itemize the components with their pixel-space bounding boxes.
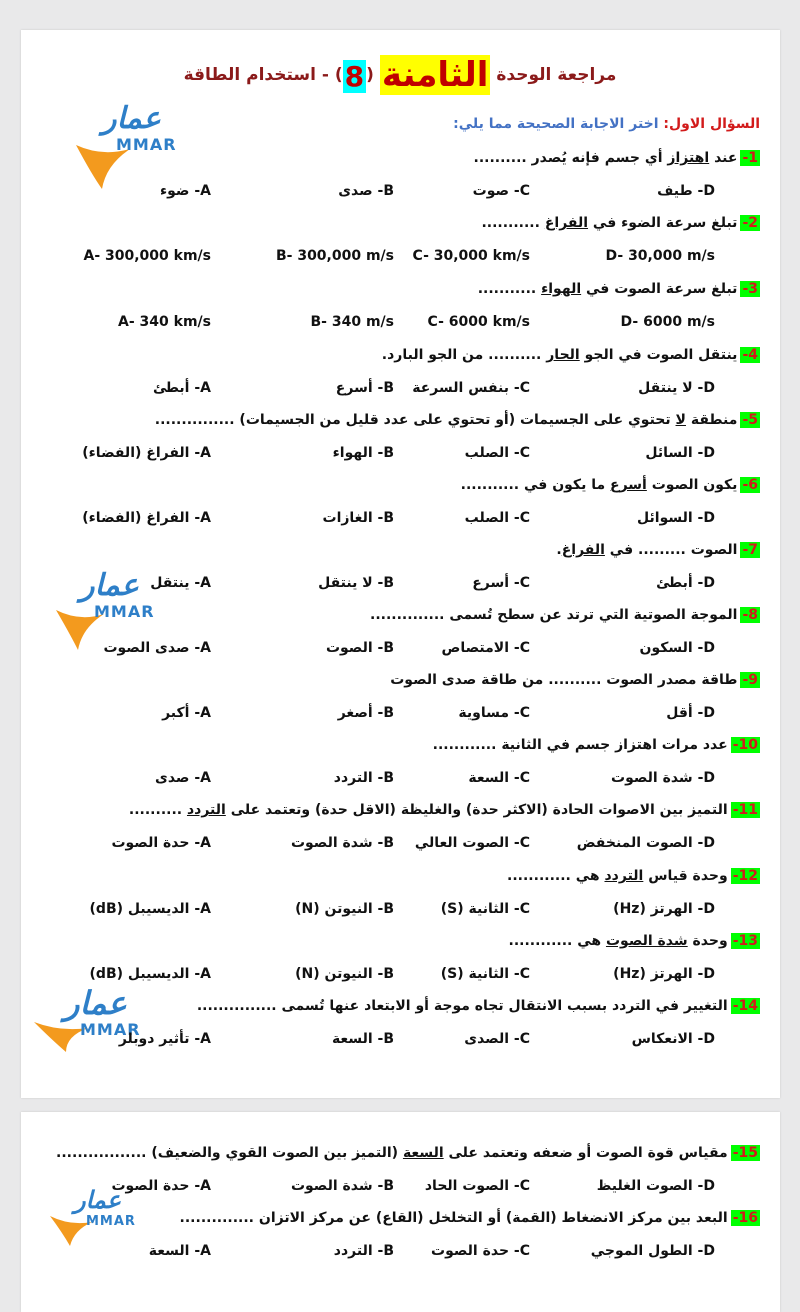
answer-option[interactable]: A- الديسيبل (dB): [89, 966, 211, 982]
question-stem-end: ..........: [128, 802, 183, 818]
answer-option[interactable]: A- الفراغ (الفضاء): [82, 445, 211, 461]
answer-option[interactable]: B- الهواء: [332, 445, 394, 461]
question-stem-end: ...........: [481, 215, 540, 231]
answer-option[interactable]: A- الديسيبل (dB): [89, 901, 211, 917]
answer-option[interactable]: D- 30,000 m/s: [605, 248, 715, 264]
question-number: 2-: [742, 215, 758, 231]
question-text: [390, 672, 760, 688]
ammar-logo: [72, 101, 192, 195]
answer-option[interactable]: C- أسرع: [472, 575, 530, 591]
answer-option[interactable]: B- الصوت: [325, 640, 394, 656]
question-stem: تبلغ سرعة الصوت في: [586, 281, 738, 297]
answer-option[interactable]: C- الصوت الحاد: [424, 1178, 530, 1194]
answer-option[interactable]: C- الامتصاص: [441, 640, 530, 656]
answer-option[interactable]: C- الثانية (S): [440, 901, 530, 917]
logo-latin-text: MMAR: [94, 602, 155, 621]
answer-option[interactable]: D- الهرتز (Hz): [613, 966, 715, 982]
instructions-text: اختر الاجابة الصحيحة مما يلي:: [453, 116, 659, 132]
answer-option[interactable]: A- أبطئ: [152, 380, 211, 396]
answer-option[interactable]: D- 6000 m/s: [620, 314, 715, 330]
answer-option[interactable]: C- الصلب: [464, 510, 530, 526]
answer-option[interactable]: D- الانعكاس: [631, 1031, 715, 1047]
question-number: 9-: [742, 672, 758, 688]
question-keyword: التردد: [604, 868, 644, 884]
question-stem-end: ...........: [477, 281, 537, 297]
answer-option[interactable]: D- طيف: [657, 183, 715, 199]
question-stem: مقياس قوة الصوت أو ضعفه وتعتمد على: [448, 1145, 728, 1161]
question-number: 7-: [742, 542, 758, 558]
question-number: 6-: [742, 477, 758, 493]
question-number: 13-: [732, 933, 758, 949]
question-stem: البعد بين مركز الانضغاط (القمة) أو التخلخل (القاع) عن مركز الاتزان ..............: [179, 1210, 728, 1226]
question-text: [509, 933, 760, 949]
answer-option[interactable]: A- ضوء: [160, 183, 211, 199]
question-text: [129, 802, 760, 818]
question-stem-end: هي ............: [508, 933, 602, 949]
answer-option[interactable]: C- الصوت العالي: [414, 835, 530, 851]
question-keyword: الفراغ: [544, 215, 589, 231]
question-text: [474, 150, 760, 166]
answer-option[interactable]: A- حدة الصوت: [111, 1178, 211, 1194]
question-keyword: الهواء: [541, 281, 582, 297]
answer-option[interactable]: A- 300,000 km/s: [83, 248, 211, 264]
question-number: 15-: [732, 1145, 758, 1161]
answer-option[interactable]: B- صدى: [338, 183, 394, 199]
question-text: [478, 281, 760, 297]
logo-latin-text: MMAR: [116, 135, 177, 154]
worksheet-title: [0, 55, 800, 105]
question-number: 8-: [742, 607, 758, 623]
question-text: [180, 1210, 760, 1226]
answer-option[interactable]: B- أصغر: [337, 705, 394, 721]
title-paren-open: (: [366, 65, 374, 85]
answer-option[interactable]: B- الغازات: [322, 510, 394, 526]
answer-option[interactable]: A- السعة: [148, 1243, 211, 1259]
question-stem: طاقة مصدر الصوت .......... من طاقة صدى الصوت: [390, 672, 738, 688]
question-text: [481, 215, 760, 231]
title-suffix: - استخدام الطاقة: [183, 65, 329, 85]
question-stem-end: .......... من الجو البارد.: [381, 347, 542, 363]
question-text: [556, 542, 760, 558]
answer-option[interactable]: C- مساوية: [458, 705, 530, 721]
title-paren-close: ): [334, 65, 343, 85]
question-stem: وحدة: [692, 933, 728, 949]
answer-option[interactable]: C- صوت: [472, 183, 530, 199]
answer-option[interactable]: B- النيوتن (N): [295, 901, 394, 917]
question-number: 5-: [742, 412, 758, 428]
answer-option[interactable]: D- أبطئ: [656, 575, 715, 591]
answer-option[interactable]: B- السعة: [331, 1031, 394, 1047]
answer-option[interactable]: B- التردد: [333, 770, 394, 786]
answer-option[interactable]: D- لا ينتقل: [638, 380, 715, 396]
question-instructions: [453, 116, 760, 132]
question-stem: التغيير في التردد بسبب الانتقال تجاه موجة أو الابتعاد عنها تُسمى ...............: [196, 998, 728, 1014]
question-stem: الصوت ......... في: [609, 542, 738, 558]
question-stem: وحدة قياس: [648, 868, 728, 884]
question-stem-end: هي ............: [507, 868, 600, 884]
answer-option[interactable]: C- حدة الصوت: [431, 1243, 530, 1259]
answer-option[interactable]: D- شدة الصوت: [611, 770, 715, 786]
instructions-label: السؤال الاول:: [663, 116, 760, 132]
question-number: 1-: [742, 150, 758, 166]
answer-option[interactable]: B- التردد: [333, 1243, 394, 1259]
answer-option[interactable]: A- 340 km/s: [118, 314, 211, 330]
question-number: 14-: [732, 998, 758, 1014]
question-stem: تبلغ سرعة الضوء في: [592, 215, 738, 231]
answer-option[interactable]: A- صدى: [155, 770, 211, 786]
question-stem: الموجة الصوتية التي ترتد عن سطح تُسمى ..............: [370, 607, 738, 623]
answer-option[interactable]: B- لا ينتقل: [318, 575, 394, 591]
answer-option[interactable]: C- الصدى: [464, 1031, 530, 1047]
answer-option[interactable]: D- الطول الموجي: [590, 1243, 715, 1259]
answer-option[interactable]: B- شدة الصوت: [290, 835, 394, 851]
answer-option[interactable]: A- أكبر: [162, 705, 211, 721]
question-keyword: لا: [675, 412, 686, 428]
question-keyword: شدة الصوت: [605, 933, 688, 949]
logo-arabic-text: عمار: [80, 568, 139, 603]
question-number: 4-: [742, 347, 758, 363]
answer-option[interactable]: B- شدة الصوت: [290, 1178, 394, 1194]
title-unit-number: 8: [344, 60, 365, 93]
answer-option[interactable]: D- الصوت الغليظ: [596, 1178, 715, 1194]
answer-option[interactable]: D- السائل: [645, 445, 715, 461]
question-text: [197, 998, 760, 1014]
question-text: [507, 868, 760, 884]
logo-arabic-text: عمار: [64, 984, 127, 1022]
ammar-logo: [46, 1186, 146, 1260]
question-number: 12-: [732, 868, 758, 884]
answer-option[interactable]: C- الصلب: [464, 445, 530, 461]
question-stem: التميز بين الاصوات الحادة (الاكثر حدة) والغليظة (الاقل حدة) وتعتمد على: [230, 802, 728, 818]
logo-arabic-text: عمار: [74, 1186, 122, 1214]
question-keyword: السعة: [402, 1145, 444, 1161]
question-text: [56, 1145, 760, 1161]
answer-option[interactable]: B- النيوتن (N): [295, 966, 394, 982]
question-stem-end: أي جسم فإنه يُصدر ..........: [473, 150, 663, 166]
answer-option[interactable]: A- تأثير دوبلر: [118, 1031, 211, 1047]
question-number: 16-: [732, 1210, 758, 1226]
answer-option[interactable]: A- صدى الصوت: [103, 640, 211, 656]
title-prefix: مراجعة الوحدة: [496, 65, 617, 85]
question-text: [370, 607, 760, 623]
question-text: [155, 412, 760, 428]
logo-latin-text: MMAR: [86, 1214, 136, 1229]
answer-option[interactable]: D- أقل: [666, 705, 715, 721]
answer-option[interactable]: D- الصوت المنخفض: [576, 835, 715, 851]
question-text: [461, 477, 760, 493]
answer-option[interactable]: B- 300,000 m/s: [275, 248, 394, 264]
question-keyword: اهتزاز: [667, 150, 710, 166]
question-keyword: الحار: [546, 347, 580, 363]
question-stem: ينتقل الصوت في الجو: [584, 347, 738, 363]
question-stem: عند: [714, 150, 738, 166]
question-stem-end: .: [556, 542, 562, 558]
question-stem-end: تحتوي على الجسيمات (أو تحتوي على عدد قليل من الجسيمات) ...............: [154, 412, 671, 428]
logo-arabic-text: عمار: [102, 101, 161, 136]
question-keyword: التردد: [186, 802, 226, 818]
question-text: [382, 347, 760, 363]
answer-option[interactable]: C- بنفس السرعة: [412, 380, 530, 396]
answer-option[interactable]: D- السوائل: [637, 510, 715, 526]
question-text: [433, 737, 760, 753]
answer-option[interactable]: D- الهرتز (Hz): [613, 901, 715, 917]
answer-option[interactable]: A- الفراغ (الفضاء): [82, 510, 211, 526]
question-number: 10-: [732, 737, 758, 753]
question-stem: منطقة: [690, 412, 738, 428]
question-number: 3-: [742, 281, 758, 297]
answer-option[interactable]: A- ينتقل: [150, 575, 211, 591]
question-keyword: أسرع: [610, 477, 647, 493]
answer-option[interactable]: A- حدة الصوت: [111, 835, 211, 851]
question-stem: يكون الصوت: [651, 477, 738, 493]
title-unit-word: الثامنة: [381, 55, 489, 95]
answer-option[interactable]: D- السكون: [639, 640, 715, 656]
question-keyword: الفراغ: [561, 542, 605, 558]
question-stem-end: (التميز بين الصوت القوي والضعيف) .................: [56, 1145, 399, 1161]
answer-option[interactable]: B- أسرع: [335, 380, 394, 396]
logo-latin-text: MMAR: [80, 1020, 141, 1039]
question-stem-end: ما يكون في ...........: [460, 477, 606, 493]
answer-option[interactable]: C- السعة: [468, 770, 530, 786]
answer-option[interactable]: C- الثانية (S): [440, 966, 530, 982]
answer-option[interactable]: C- 30,000 km/s: [412, 248, 530, 264]
question-stem: عدد مرات اهتزاز جسم في الثانية ............: [432, 737, 728, 753]
answer-option[interactable]: C- 6000 km/s: [427, 314, 530, 330]
question-number: 11-: [732, 802, 758, 818]
answer-option[interactable]: B- 340 m/s: [310, 314, 394, 330]
